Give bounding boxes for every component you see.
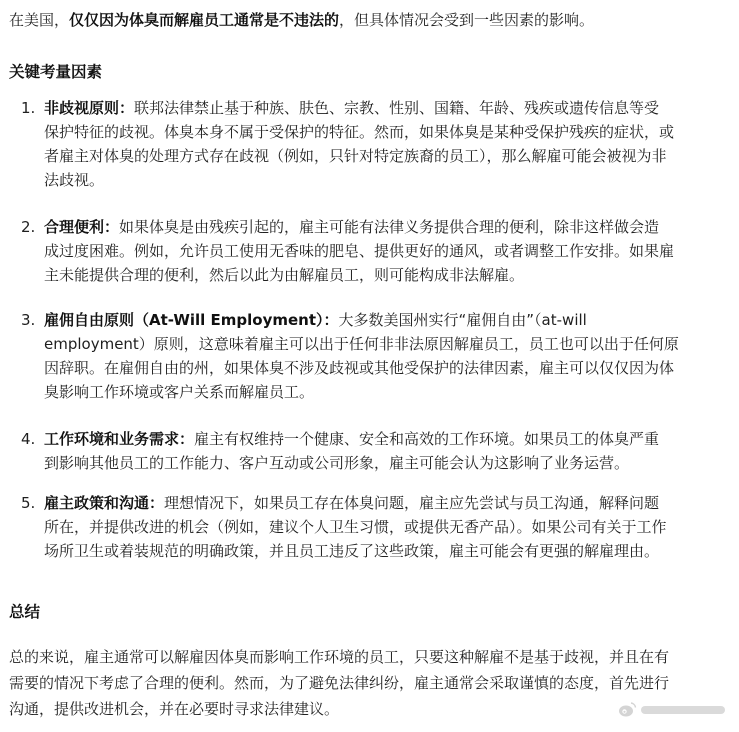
factor-line: 雇主政策和沟通：理想情况下，如果员工存在体臭问题，雇主应先尝试与员工沟通，解释问题	[44, 494, 660, 512]
factor-line: 雇佣自由原则（At-Will Employment）：大多数美国州实行“雇佣自由”（at-will	[44, 311, 587, 329]
factor-body	[44, 215, 716, 287]
factor-line: 臭影响工作环境或客户关系而解雇员工。	[44, 383, 315, 401]
factor-title: 工作环境和业务需求：	[44, 430, 195, 448]
factor-line: 合理便利：如果体臭是由残疾引起的，雇主可能有法律义务提供合理的便利，除非这样做会造	[44, 218, 660, 236]
factor-line: 所在，并提供改进的机会（例如，建议个人卫生习惯，或提供无香产品）。如果公司有关于工作	[44, 518, 667, 536]
intro-bold-statement: 仅仅因为体臭而解雇员工通常是不违法的	[69, 11, 340, 29]
factor-body	[44, 308, 716, 404]
summary-line: 沟通，提供改进机会，并在必要时寻求法律建议。	[9, 700, 340, 718]
factor-title: 雇主政策和沟通：	[44, 494, 165, 512]
factor-line: 主未能提供合理的便利，然后以此为由解雇员工，则可能构成非法解雇。	[44, 266, 525, 284]
factor-line: 场所卫生或着装规范的明确政策，并且员工违反了这些政策，雇主可能会有更强的解雇理由。	[44, 542, 660, 560]
factor-number: 5.	[21, 494, 36, 512]
factor-line: 到影响其他员工的工作能力、客户互动或公司形象，雇主可能会认为这影响了业务运营。	[44, 454, 630, 472]
factor-title: 雇佣自由原则（At-Will Employment）：	[44, 311, 339, 329]
summary-heading: 总结	[9, 603, 41, 621]
factor-body	[44, 491, 716, 563]
factor-line: 非歧视原则：联邦法律禁止基于种族、肤色、宗教、性别、国籍、年龄、残疾或遗传信息等受	[44, 99, 660, 117]
factor-number: 1.	[21, 99, 36, 117]
factor-line: 保护特征的歧视。体臭本身不属于受保护的特征。然而，如果体臭是某种受保护残疾的症状，或	[44, 123, 675, 141]
factor-line: 成过度困难。例如，允许员工使用无香味的肥皂、提供更好的通风，或者调整工作安排。如果雇	[44, 242, 675, 260]
factor-line: 工作环境和业务需求：雇主有权维持一个健康、安全和高效的工作环境。如果员工的体臭严重	[44, 430, 660, 448]
factor-body	[44, 96, 716, 192]
factor-number: 2.	[21, 218, 36, 236]
summary-line: 需要的情况下考虑了合理的便利。然而，为了避免法律纠纷，雇主通常会采取谨慎的态度，首先进行	[9, 674, 670, 692]
intro-suffix: ，但具体情况会受到一些因素的影响。	[339, 11, 595, 29]
factor-line: 因辞职。在雇佣自由的州，如果体臭不涉及歧视或其他受保护的法律因素，雇主可以仅仅因为体	[44, 359, 675, 377]
factor-line: 者雇主对体臭的处理方式存在歧视（例如，只针对特定族裔的员工），那么解雇可能会被视为非	[44, 147, 667, 165]
weibo-watermark-icon	[617, 700, 729, 720]
intro-prefix: 在美国，	[9, 11, 70, 29]
factor-number: 4.	[21, 430, 36, 448]
factor-body	[44, 427, 716, 475]
factors-heading: 关键考量因素	[9, 63, 103, 81]
intro-paragraph	[9, 8, 594, 32]
factor-title: 非歧视原则：	[44, 99, 135, 117]
factor-number: 3.	[21, 311, 36, 329]
factor-line: employment）原则，这意味着雇主可以出于任何非非法原因解雇员工，员工也可以出于任何原	[44, 335, 679, 353]
factor-title: 合理便利：	[44, 218, 120, 236]
factor-line: 法歧视。	[44, 171, 105, 189]
summary-line: 总的来说，雇主通常可以解雇因体臭而影响工作环境的员工，只要这种解雇不是基于歧视，并且在有	[9, 648, 670, 666]
